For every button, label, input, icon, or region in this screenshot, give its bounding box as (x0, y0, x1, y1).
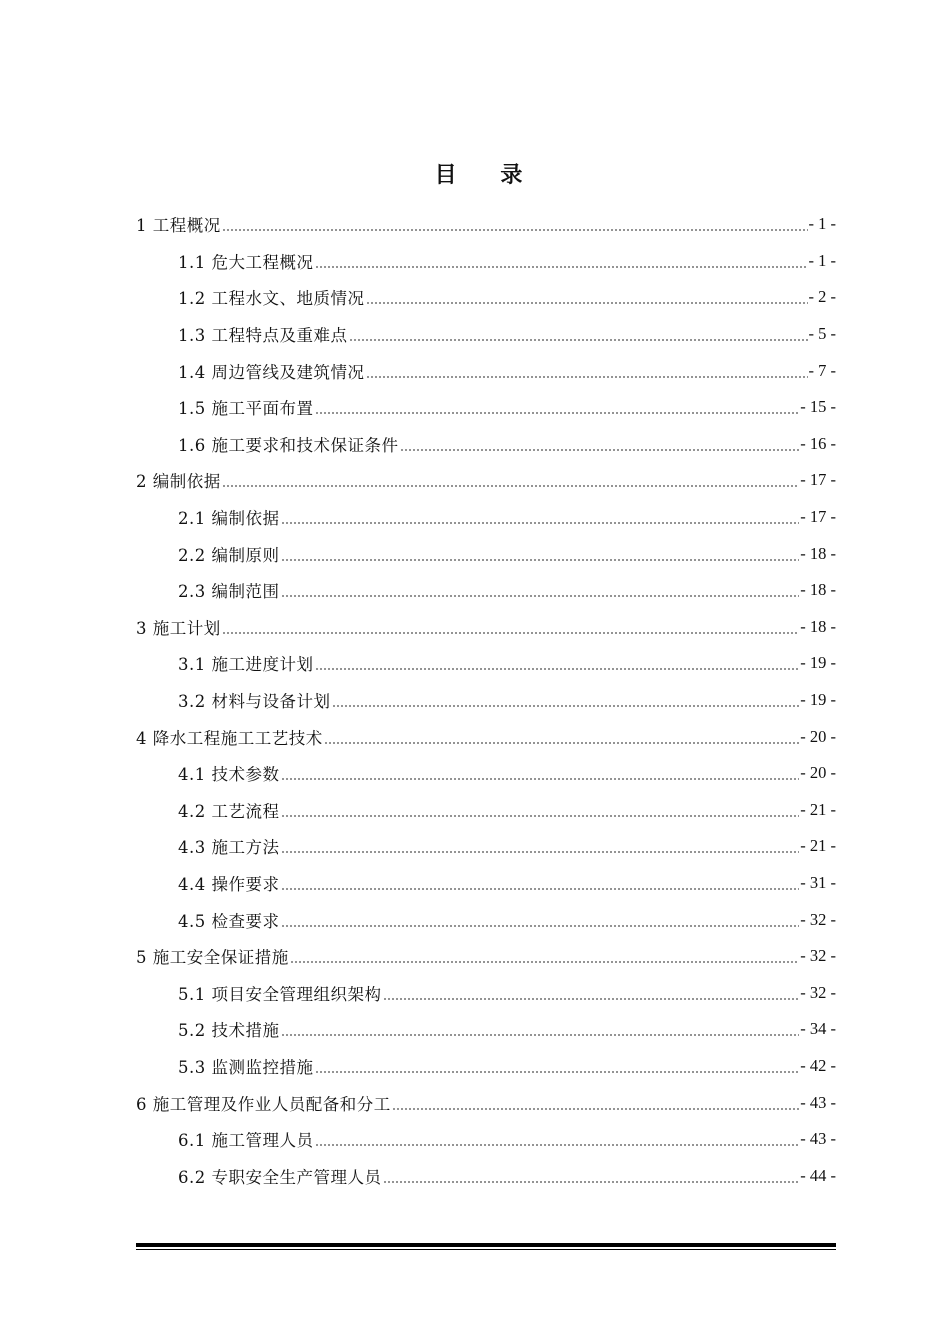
toc-dot-leader (222, 472, 800, 492)
toc-section-entry[interactable] (136, 974, 836, 1011)
toc-section-entry[interactable] (136, 279, 836, 316)
footer-rule-thick (136, 1243, 836, 1247)
footer-rule-thin (136, 1249, 836, 1250)
toc-section-entry[interactable] (136, 1157, 836, 1194)
toc-entry-page: - 19 - (800, 690, 836, 710)
toc-dot-leader (383, 1168, 800, 1188)
toc-entry-page: - 5 - (808, 324, 836, 344)
toc-dot-leader (281, 546, 800, 566)
toc-entry-label: 5.3 监测监控措施 (178, 1057, 314, 1077)
toc-entry-page: - 1 - (808, 250, 836, 270)
toc-entry-label: 3.2 材料与设备计划 (178, 692, 331, 712)
toc-section-entry[interactable] (136, 426, 836, 463)
toc-dot-leader (315, 1058, 800, 1078)
toc-entry-label: 2 编制依据 (136, 472, 221, 492)
toc-section-entry[interactable] (136, 389, 836, 426)
toc-section-entry[interactable] (136, 535, 836, 572)
toc-entry-page: - 2 - (808, 287, 836, 307)
toc-section-entry[interactable] (136, 682, 836, 719)
toc-dot-leader (222, 619, 800, 639)
toc-entry-label: 5.2 技术措施 (178, 1021, 280, 1041)
toc-entry-label: 4 降水工程施工工艺技术 (136, 728, 323, 748)
toc-section-entry[interactable] (136, 1011, 836, 1048)
toc-entry-label: 3.1 施工进度计划 (178, 655, 314, 675)
toc-section-entry[interactable] (136, 901, 836, 938)
toc-entry-page: - 1 - (808, 214, 836, 234)
toc-dot-leader (281, 875, 800, 895)
toc-dot-leader (332, 692, 800, 712)
toc-entry-label: 2.3 编制范围 (178, 582, 280, 602)
toc-entry-page: - 43 - (800, 1129, 836, 1149)
toc-entry-page: - 17 - (800, 470, 836, 490)
toc-entry-label: 6 施工管理及作业人员配备和分工 (136, 1094, 391, 1114)
toc-dot-leader (315, 253, 808, 273)
toc-entry-label: 1 工程概况 (136, 216, 221, 236)
toc-dot-leader (400, 436, 800, 456)
toc-dot-leader (315, 655, 800, 675)
toc-section-entry[interactable] (136, 865, 836, 902)
toc-dot-leader (290, 948, 800, 968)
toc-entry-page: - 31 - (800, 872, 836, 892)
toc-entry-label: 1.5 施工平面布置 (178, 399, 314, 419)
toc-section-entry[interactable] (136, 645, 836, 682)
toc-entry-page: - 34 - (800, 1019, 836, 1039)
toc-section-entry[interactable] (136, 243, 836, 280)
toc-dot-leader (281, 509, 800, 529)
toc-entry-page: - 18 - (800, 543, 836, 563)
toc-dot-leader (315, 399, 800, 419)
toc-entry-label: 1.2 工程水文、地质情况 (178, 289, 365, 309)
toc-dot-leader (281, 582, 800, 602)
toc-chapter-entry[interactable] (136, 609, 836, 646)
toc-entry-label: 4.4 操作要求 (178, 874, 280, 894)
toc-dot-leader (392, 1095, 800, 1115)
toc-section-entry[interactable] (136, 755, 836, 792)
toc-entry-label: 4.5 检查要求 (178, 911, 280, 931)
toc-dot-leader (315, 1131, 800, 1151)
toc-dot-leader (349, 326, 808, 346)
toc-entry-label: 4.2 工艺流程 (178, 801, 280, 821)
toc-entry-label: 1.3 工程特点及重难点 (178, 326, 348, 346)
toc-dot-leader (281, 802, 800, 822)
toc-entry-page: - 20 - (800, 763, 836, 783)
toc-entry-label: 4.3 施工方法 (178, 838, 280, 858)
toc-title: 目 录 (434, 162, 541, 188)
toc-entry-page: - 20 - (800, 726, 836, 746)
toc-dot-leader (324, 729, 800, 749)
toc-entry-label: 2.2 编制原则 (178, 545, 280, 565)
toc-chapter-entry[interactable] (136, 718, 836, 755)
toc-entry-page: - 32 - (800, 909, 836, 929)
toc-entry-page: - 21 - (800, 799, 836, 819)
table-of-contents (136, 206, 836, 1194)
toc-section-entry[interactable] (136, 572, 836, 609)
toc-dot-leader (281, 912, 800, 932)
toc-section-entry[interactable] (136, 499, 836, 536)
toc-entry-label: 1.4 周边管线及建筑情况 (178, 362, 365, 382)
toc-entry-page: - 32 - (800, 982, 836, 1002)
toc-entry-label: 6.1 施工管理人员 (178, 1131, 314, 1151)
toc-entry-page: - 17 - (800, 507, 836, 527)
toc-entry-label: 6.2 专职安全生产管理人员 (178, 1167, 382, 1187)
toc-entry-label: 3 施工计划 (136, 618, 221, 638)
toc-entry-page: - 15 - (800, 397, 836, 417)
toc-entry-page: - 16 - (800, 433, 836, 453)
toc-entry-page: - 43 - (800, 1092, 836, 1112)
toc-dot-leader (383, 985, 800, 1005)
toc-section-entry[interactable] (136, 352, 836, 389)
toc-section-entry[interactable] (136, 828, 836, 865)
toc-dot-leader (366, 363, 808, 383)
toc-chapter-entry[interactable] (136, 462, 836, 499)
toc-section-entry[interactable] (136, 316, 836, 353)
toc-entry-page: - 44 - (800, 1165, 836, 1185)
toc-section-entry[interactable] (136, 1121, 836, 1158)
toc-entry-page: - 18 - (800, 580, 836, 600)
toc-entry-label: 5.1 项目安全管理组织架构 (178, 984, 382, 1004)
toc-dot-leader (281, 1021, 800, 1041)
toc-dot-leader (366, 289, 808, 309)
toc-entry-page: - 32 - (800, 946, 836, 966)
toc-entry-page: - 21 - (800, 836, 836, 856)
toc-chapter-entry[interactable] (136, 938, 836, 975)
toc-chapter-entry[interactable] (136, 206, 836, 243)
toc-dot-leader (281, 765, 800, 785)
toc-entry-label: 1.6 施工要求和技术保证条件 (178, 435, 399, 455)
toc-entry-page: - 42 - (800, 1055, 836, 1075)
toc-entry-label: 5 施工安全保证措施 (136, 948, 289, 968)
toc-section-entry[interactable] (136, 792, 836, 829)
toc-entry-page: - 19 - (800, 653, 836, 673)
footer-rule (136, 1243, 836, 1250)
toc-entry-label: 1.1 危大工程概况 (178, 252, 314, 272)
toc-dot-leader (281, 838, 800, 858)
toc-chapter-entry[interactable] (136, 1084, 836, 1121)
toc-entry-label: 4.1 技术参数 (178, 765, 280, 785)
toc-entry-label: 2.1 编制依据 (178, 509, 280, 529)
toc-dot-leader (222, 216, 808, 236)
toc-section-entry[interactable] (136, 1048, 836, 1085)
toc-entry-page: - 18 - (800, 616, 836, 636)
toc-entry-page: - 7 - (808, 360, 836, 380)
